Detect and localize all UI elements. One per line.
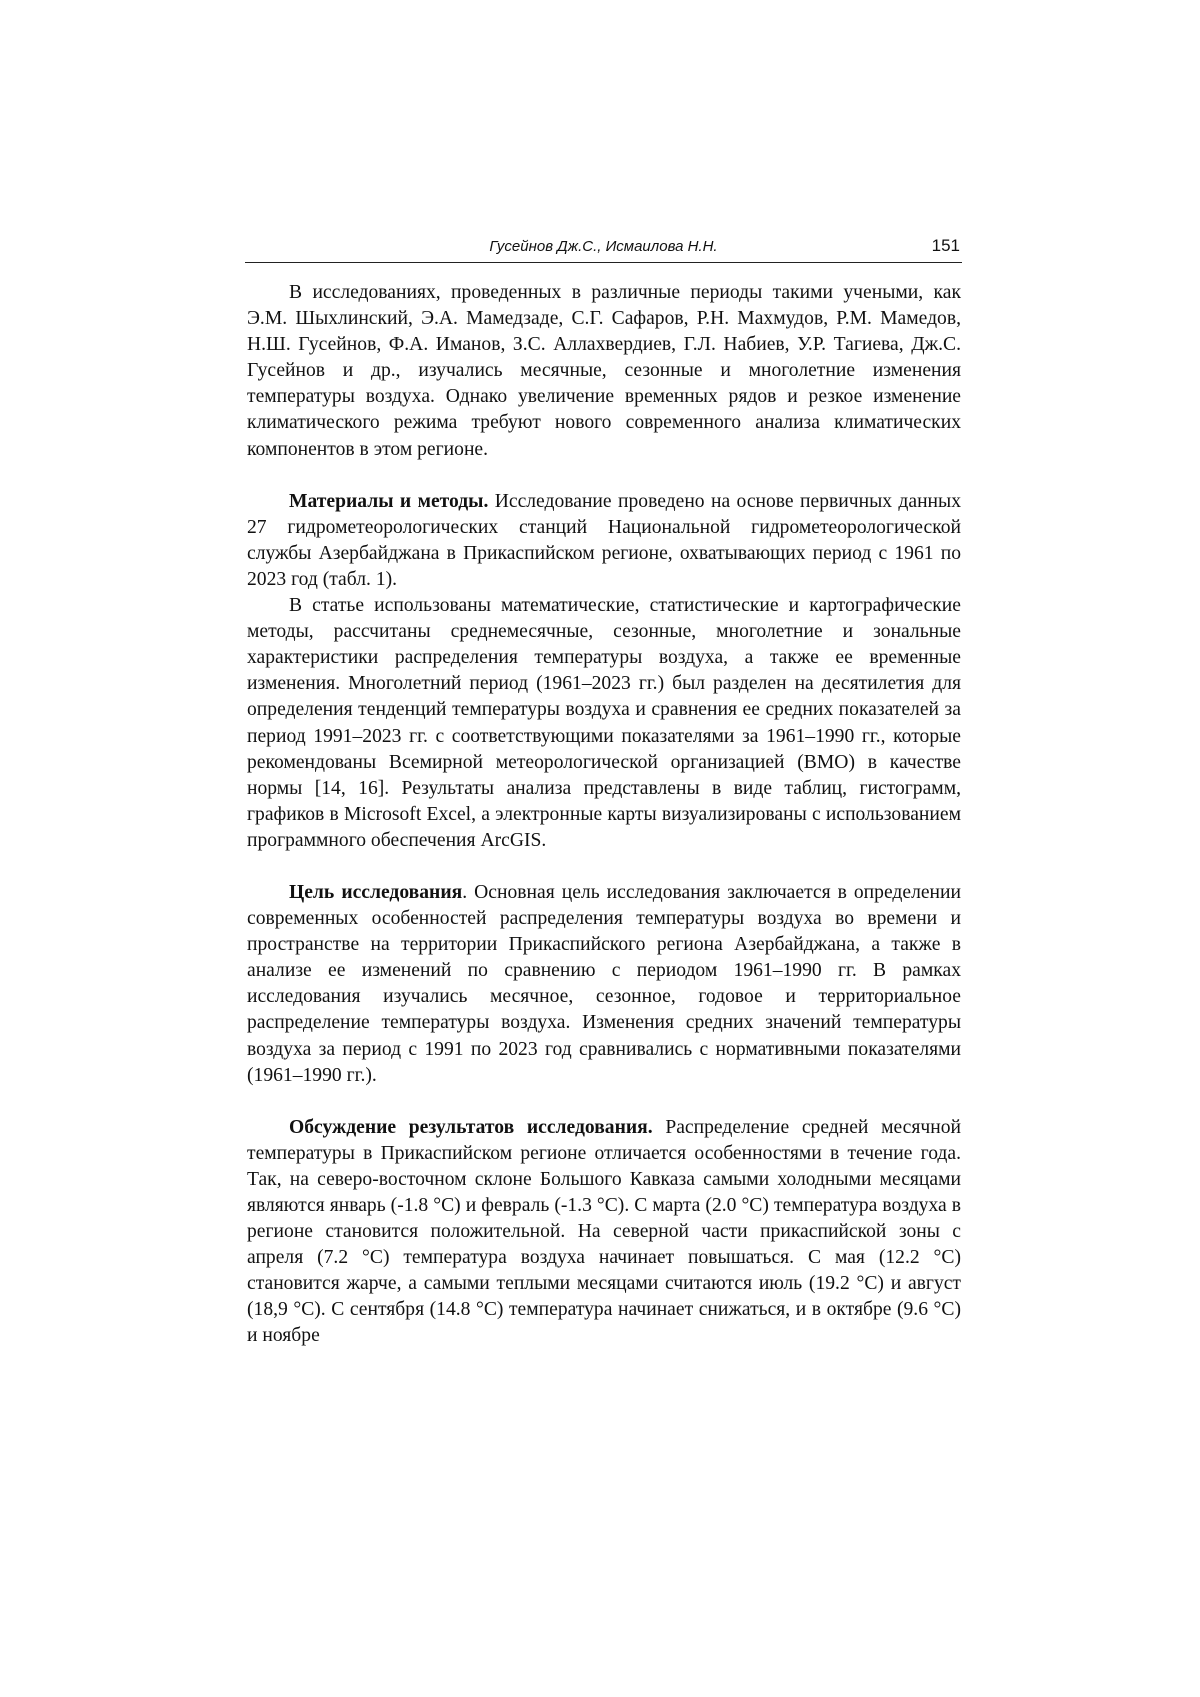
paragraph-materials-methods-text: Исследование проведено на основе первичных данных 27 гидрометеорологических станций Национальной гидрометеорологической службы Азербайджана в Прикаспийском регионе, охватывающих период с 1961 по 2023 год (табл. 1). <box>247 490 962 590</box>
paragraph-research-goal <box>247 880 961 1089</box>
paragraph-methods-detail <box>247 593 961 854</box>
paragraph-methods-detail-text: В статье использованы математические, статистические и картографические методы, рассчитаны среднемесячные, сезонные, многолетние и зональные характеристики распределения температуры воздуха, а также ее временные изменения. Многолетний период (1961–2023 гг.) был разделен на десятилетия для определения тенденций температуры воздуха и сравнения ее средних показателей за период 1991–2023 гг. с соответствующими показателями за 1961–1990 гг., которые рекомендованы Всемирной метеорологической организацией (ВМО) в качестве нормы [14, 16]. Результаты анализа представлены в виде таблиц, гистограмм, графиков в Microsoft Excel, а электронные карты визуализированы с использованием программного обеспечения ArcGIS. <box>247 595 961 851</box>
heading-research-goal: Цель исследования <box>289 881 463 903</box>
paragraph-research-goal-text: . Основная цель исследования заключается в определении современных особенностей распределения температуры воздуха во времени и пространстве на территории Прикаспийского региона Азербайджана, а также в анализе ее изменений по сравнению с периодом 1961–1990 гг. В рамках исследования изучались месячное, сезонное, годовое и территориальное распределение температуры воздуха. Изменения средних значений температуры воздуха за период с 1991 по 2023 год сравнивались с нормативными показателями (1961–1990 гг.). <box>247 881 962 1086</box>
page-number: 151 <box>931 236 960 255</box>
paragraph-discussion <box>247 1115 961 1350</box>
paragraph-intro-text: В исследованиях, проведенных в различные периоды такими учеными, как Э.М. Шыхлинский, Э.А. Мамедзаде, С.Г. Сафаров, Р.Н. Махмудов, Р.М. Мамедов, Н.Ш. Гусейнов, Ф.А. Иманов, З.С. Аллахвердиев, Г.Л. Набиев, У.Р. Тагиева, Дж.С. Гусейнов и др., изучались месячные, сезонные и многолетние изменения температуры воздуха. Однако увеличение временных рядов и резкое изменение климатического режима требуют нового современного анализа климатических компонентов в этом регионе. <box>247 282 961 460</box>
running-header <box>245 236 962 263</box>
heading-discussion: Обсуждение результатов исследования. <box>289 1116 653 1138</box>
paragraph-materials-methods <box>247 489 961 593</box>
heading-materials-methods: Материалы и методы. <box>289 490 489 512</box>
paragraph-discussion-text: Распределение средней месячной температуры в Прикаспийском регионе отличается особенностями в течение года. Так, на северо-восточном склоне Большого Кавказа самыми холодными месяцами являются январь (-1.8 °С) и февраль (-1.3 °С). С марта (2.0 °С) температура воздуха в регионе становится положительной. На северной части прикаспийской зоны с апреля (7.2 °С) температура воздуха начинает повышаться. С мая (12.2 °С) становится жарче, а самыми теплыми месяцами считаются июль (19.2 °С) и август (18,9 °С). С сентября (14.8 °С) температура начинает снижаться, и в октябре (9.6 °С) и ноябре <box>247 1116 962 1347</box>
header-authors: Гусейнов Дж.С., Исмаилова Н.Н. <box>489 238 718 255</box>
body-text <box>247 280 961 1350</box>
paragraph-intro <box>247 280 961 463</box>
